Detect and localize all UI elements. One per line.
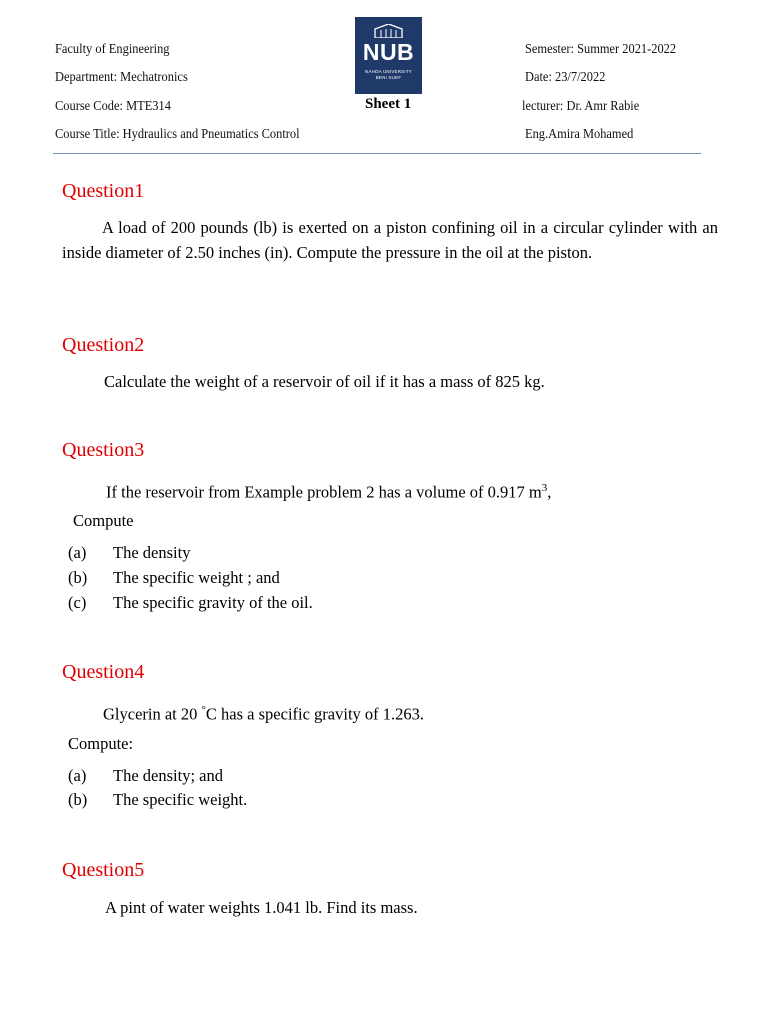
question-4-compute: Compute: — [68, 734, 134, 753]
question-3-title: Question3 — [62, 439, 145, 461]
engineer-label: Eng.Amira Mohamed — [525, 126, 634, 141]
lecturer-label: lecturer: Dr. Amr Rabie — [522, 98, 640, 113]
question-1-text: A load of 200 pounds (lb) is exerted on a piston confining oil in a circular cylinder with an inside diameter of 2.50 inches (in). Compute the pressure in the oil at the piston. — [62, 218, 718, 262]
course-title-label: Course Title: Hydraulics and Pneumatics Control — [55, 126, 300, 141]
header-divider — [53, 153, 701, 154]
question-2-title: Question2 — [62, 334, 145, 356]
semester-label: Semester: Summer 2021-2022 — [525, 41, 677, 56]
faculty-label: Faculty of Engineering — [55, 41, 170, 56]
question-5-title: Question5 — [62, 859, 145, 881]
course-code-label: Course Code: MTE314 — [55, 98, 171, 113]
question-4-text: Glycerin at 20 °C has a specific gravity of 1.263. — [103, 704, 425, 724]
department-label: Department: Mechatronics — [55, 69, 188, 84]
question-1-title: Question1 — [62, 180, 145, 202]
question-3-item-c: (c) The specific gravity of the oil. — [68, 593, 313, 612]
question-3-item-a: (a) The density — [68, 543, 191, 562]
logo-subtext: NAHDA UNIVERSITY BENI SUEF — [365, 69, 412, 80]
question-3-item-b: (b) The specific weight ; and — [68, 568, 280, 587]
date-label: Date: 23/7/2022 — [525, 69, 606, 84]
question-3-compute: Compute — [73, 511, 134, 530]
logo-text: NUB — [362, 39, 415, 65]
question-3-text: If the reservoir from Example problem 2 has a volume of 0.917 $m^3$, — [106, 482, 552, 502]
question-2-text: Calculate the weight of a reservoir of oil if it has a mass of 825 kg. — [104, 372, 545, 391]
building-icon — [373, 24, 404, 38]
question-4-item-b: (b) The specific weight. — [68, 790, 248, 809]
question-4-item-a: (a) The density; and — [68, 766, 223, 785]
question-4-title: Question4 — [62, 661, 145, 683]
university-logo — [355, 17, 422, 94]
question-5-text: A pint of water weights 1.041 lb. Find its mass. — [105, 898, 418, 917]
sheet-title: Sheet 1 — [365, 96, 412, 112]
